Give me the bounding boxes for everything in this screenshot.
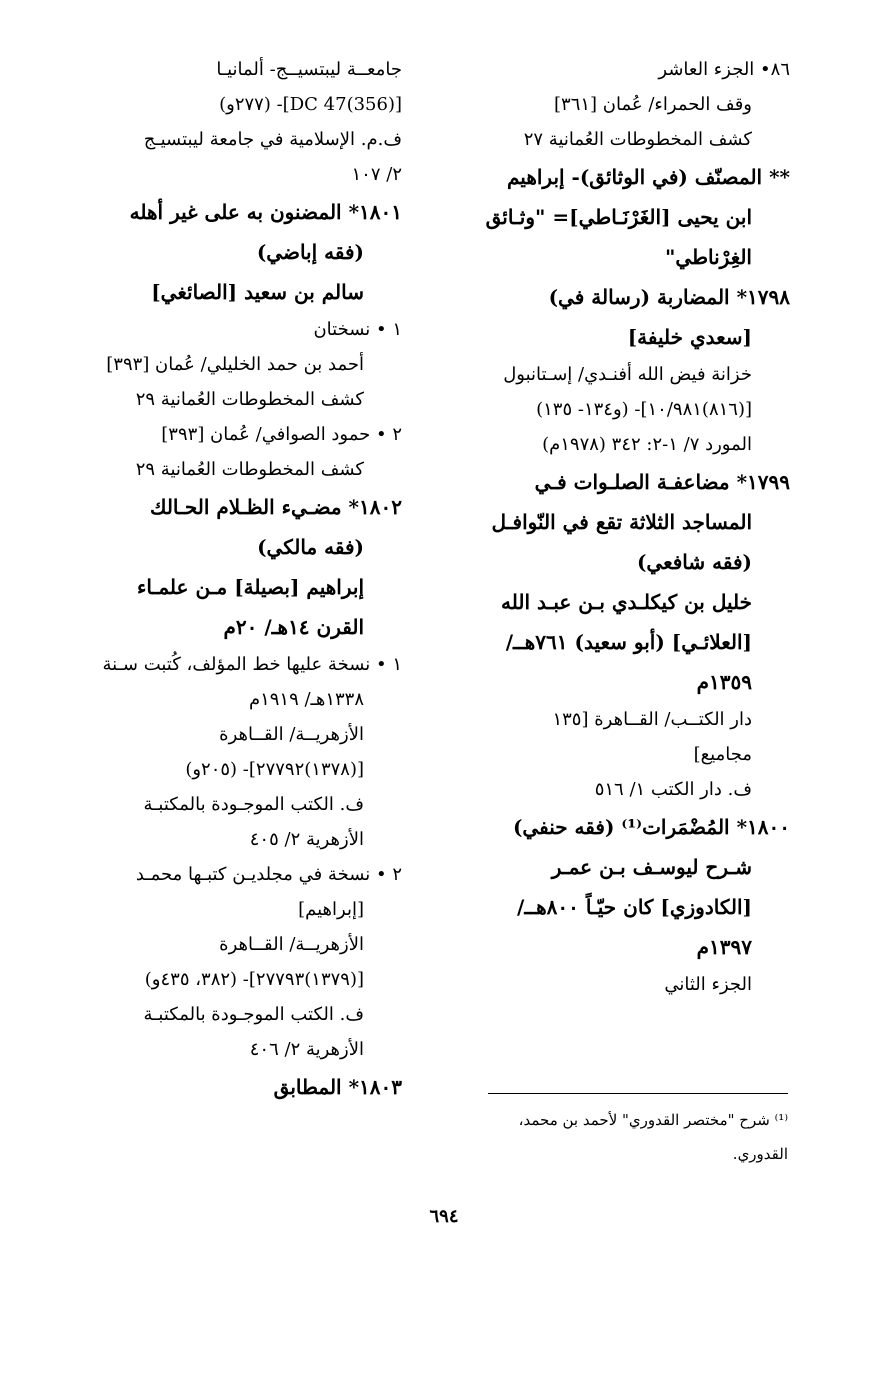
entry-text-line: ٢/ ١٠٧ [351, 164, 402, 185]
entry-heading-line: ١٨٠٢* مضـيء الظـلام الحـالك [149, 495, 402, 519]
left-column [70, 52, 402, 1107]
entry-text-line: ٨٦• الجزء العاشر [658, 59, 790, 80]
entry-heading-line: المساجد الثلاثة تقع في النّوافـل [491, 510, 752, 534]
entry-heading-line: ١٨٠٣* المطابق [273, 1075, 402, 1099]
entry-text-line: الجزء الثاني [664, 974, 752, 995]
entry-heading-line: خليل بن كيكلـدي بـن عبـد الله [501, 590, 752, 614]
page-number: ٦٩٤ [429, 1206, 459, 1227]
entry-text-line: [إبراهيم] [298, 899, 364, 920]
entry-text-line: أحمد بن حمد الخليلي/ عُمان [٣٩٣] [106, 354, 364, 375]
entry-heading-line: ** المصنّف (في الوثائق)- إبراهيم [506, 165, 790, 189]
footnote-line: ⁽¹⁾ شرح "مختصر القدوري" لأحمد بن محمد، [518, 1111, 788, 1129]
entry-text-line: جامعــة ليبتسيــج- ألمانيـا [216, 59, 402, 80]
entry-heading-line: ١٧٩٩* مضاعفـة الصلـوات فـي [534, 470, 790, 494]
entry-heading-line: [سعدي خليفة] [627, 325, 752, 349]
entry-text-line: ف. دار الكتب ١/ ٥١٦ [594, 779, 752, 800]
entry-text-line: ف. الكتب الموجـودة بالمكتبـة [143, 1004, 364, 1025]
entry-text-line: [(١٣٧٩)٢٧٧٩٣]- (٣٨٢، ٤٣٥و) [144, 969, 364, 990]
entry-text-line: [(٨١٦)١٠/٩٨١]- (و١٣٤- ١٣٥) [536, 399, 752, 420]
entry-text-line: مجاميع] [693, 744, 752, 765]
entry-text-line: المورد ٧/ ١-٢: ٣٤٢ (١٩٧٨م) [542, 434, 752, 455]
entry-heading-line: الغِرْناطي" [664, 245, 752, 269]
entry-text-line: [(١٣٧٨)٢٧٧٩٢]- (٢٠٥و) [185, 759, 364, 780]
entry-text-line: ف.م. الإسلامية في جامعة ليبتسيـج [143, 129, 402, 150]
entry-heading-line: ١٣٩٧م [696, 935, 752, 959]
entry-heading-line: ١٣٥٩م [696, 670, 752, 694]
entry-heading-line: (فقه إباضي) [256, 240, 364, 264]
entry-text-line: ١٣٣٨هـ/ ١٩١٩م [248, 689, 364, 710]
entry-text-line: الأزهريــة/ القــاهرة [219, 934, 364, 955]
footnote-separator [488, 1093, 788, 1094]
entry-text-line: دار الكتــب/ القــاهرة [١٣٥ [552, 709, 752, 730]
entry-heading-line: إبراهيم [بصيلة] مـن علمـاء [137, 575, 364, 599]
entry-heading-line: (فقه شافعي) [636, 550, 752, 574]
entry-text-line: كشف المخطوطات العُمانية ٢٩ [135, 459, 364, 480]
footnote [488, 1103, 788, 1171]
entry-text-line: ٢ • حمود الصوافي/ عُمان [٣٩٣] [161, 424, 402, 445]
entry-heading-line: (فقه مالكي) [257, 535, 364, 559]
entry-text-line: ١ • نسختان [313, 319, 402, 340]
entry-heading-line: ١٨٠١* المضنون به على غير أهله [129, 200, 402, 224]
entry-text-line: ١ • نسخة عليها خط المؤلف، كُتبت سـنة [102, 654, 402, 675]
entry-heading-line: ١٧٩٨* المضاربة (رسالة في) [548, 285, 790, 309]
entry-text-line: الأزهريــة/ القــاهرة [219, 724, 364, 745]
entry-text-line: وقف الحمراء/ عُمان [٣٦١] [554, 94, 752, 115]
entry-heading-line: القرن ١٤هـ/ ٢٠م [223, 615, 364, 639]
footnote-line: القدوري. [732, 1145, 788, 1163]
entry-text-line: [(356)DC 47]- (٢٧٧و) [219, 94, 402, 115]
entry-text-line: كشف المخطوطات العُمانية ٢٩ [135, 389, 364, 410]
entry-text-line: ف. الكتب الموجـودة بالمكتبـة [143, 794, 364, 815]
entry-heading-line: ابن يحيى [الغَرْنَـاطي]= "وثـائق [485, 205, 752, 229]
entry-heading-line: [العلائـي] (أبو سعيد) ٧٦١هــ/ [505, 630, 752, 654]
entry-text-line: الأزهرية ٢/ ٤٠٦ [249, 1039, 364, 1060]
entry-text-line: خزانة فيض الله أفنـدي/ إسـتانبول [503, 364, 752, 385]
entry-text-line: الأزهرية ٢/ ٤٠٥ [249, 829, 364, 850]
entry-heading-line: سالم بن سعيد [الصائغي] [151, 280, 364, 304]
entry-heading-line: ١٨٠٠* المُضْمَرات⁽¹⁾ (فقه حنفي) [512, 815, 790, 839]
right-column [440, 52, 790, 1002]
entry-text-line: ٢ • نسخة في مجلديـن كتبـها محمـد [135, 864, 402, 885]
entry-heading-line: شـرح ليوسـف بـن عمـر [551, 855, 752, 879]
entry-heading-line: [الكادوزي] كان حيّـاً ٨٠٠هــ/ [517, 895, 752, 919]
entry-text-line: كشف المخطوطات العُمانية ٢٧ [523, 129, 752, 150]
